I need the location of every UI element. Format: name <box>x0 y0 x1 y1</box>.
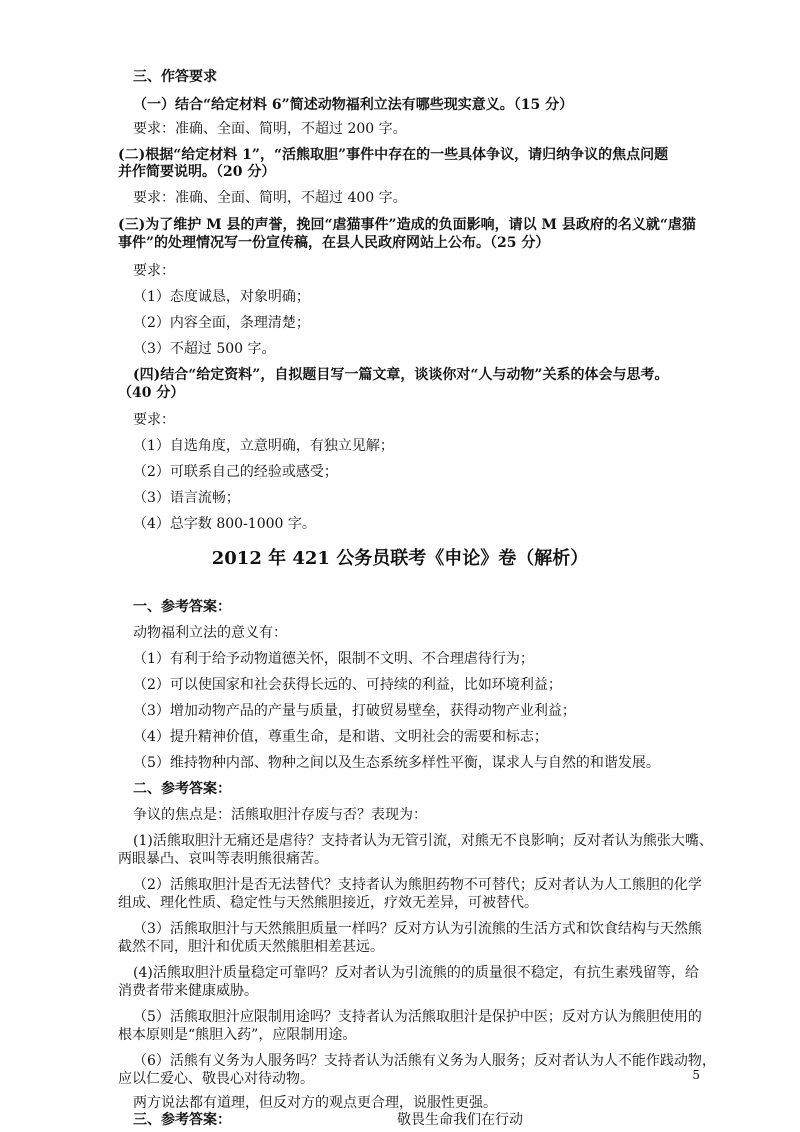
question-3-title-line-1: (三)为了维护 M 县的声誉，挽回“虐猫事件”造成的负面影响，请以 M 县政府的名义就“虐猫 <box>118 217 696 233</box>
question-4-title-line-2: （40 分） <box>118 385 185 401</box>
question-4-requirement-item: （3）语言流畅； <box>133 490 240 506</box>
question-3-requirement-item: （3）不超过 500 字。 <box>133 341 276 357</box>
answer-2-point-line-1: （2）活熊取胆汁是否无法替代？支持者认为熊胆药物不可替代；反对者认为人工熊胆的化学 <box>133 877 702 893</box>
question-2-requirement: 要求：准确、全面、简明，不超过 400 字。 <box>133 190 407 206</box>
question-3-requirement-item: （2）内容全面，条理清楚； <box>133 315 310 331</box>
question-2-title-line-2: 并作简要说明。（20 分） <box>118 164 276 180</box>
page-number: 5 <box>692 1068 700 1082</box>
question-3-requirement-item: （1）态度诚恳，对象明确； <box>133 289 310 305</box>
question-2-title-line-1: (二)根据“给定材料 1”，“活熊取胆”事件中存在的一些具体争议，请归纳争议的焦点问题 <box>118 147 669 163</box>
answer-2-point-line-2: 根本原则是“熊胆入药”，应限制用途。 <box>118 1027 357 1043</box>
question-4-requirement-item: （1）自选角度，立意明确，有独立见解； <box>133 438 394 454</box>
answer-2-heading: 二、参考答案： <box>133 781 231 797</box>
answer-2-point-line-1: (1)活熊取胆汁无痛还是虐待？支持者认为无管引流，对熊无不良影响；反对者认为熊张大嘴、 <box>133 833 713 849</box>
answer-2-point-line-1: （5）活熊取胆汁应限制用途吗？支持者认为活熊取胆汁是保护中医；反对方认为熊胆使用的 <box>133 1009 702 1025</box>
answer-2-point-line-2: 应以仁爱心、敬畏心对待动物。 <box>118 1071 314 1087</box>
analysis-title: 2012 年 421 公务员联考《申论》卷（解析） <box>211 548 589 569</box>
section-heading: 三、作答要求 <box>133 69 217 85</box>
question-4-requirement-item: （2）可联系自己的经验或感受； <box>133 464 338 480</box>
answer-2-point-line-2: 两眼暴凸、哀叫等表明熊很痛苦。 <box>118 851 328 867</box>
answer-2-point-line-2: 组成、理化性质、稳定性与天然熊胆接近，疗效无差异，可被替代。 <box>118 895 538 911</box>
answer-2-point-line-1: (4)活熊取胆汁质量稳定可靠吗？反对者认为引流熊的的质量很不稳定，有抗生素残留等，给 <box>133 965 699 981</box>
question-1-requirement: 要求：准确、全面、简明，不超过 200 字。 <box>133 121 407 137</box>
answer-1-item: （5）维持物种内部、物种之间以及生态系统多样性平衡，谋求人与自然的和谐发展。 <box>133 755 660 771</box>
answer-1-item: （2）可以使国家和社会获得长远的、可持续的利益，比如环境利益； <box>133 677 562 693</box>
answer-3-heading: 三、参考答案： <box>133 1112 231 1128</box>
answer-2-point-line-2: 消费者带来健康威胁。 <box>118 983 258 999</box>
answer-2-intro: 争议的焦点是：活熊取胆汁存废与否？表现为： <box>133 807 427 823</box>
question-4-requirement-item: （4）总字数 800-1000 字。 <box>133 516 316 532</box>
answer-1-item: （1）有利于给予动物道德关怀，限制不文明、不合理虐待行为； <box>133 651 534 667</box>
answer-2-conclusion: 两方说法都有道理，但反对方的观点更合理，说服性更强。 <box>133 1095 497 1111</box>
question-4-title-line-1: (四)结合“给定资料”，自拟题目写一篇文章，谈谈你对“人与动物”关系的体会与思考。 <box>133 367 669 383</box>
answer-1-heading: 一、参考答案： <box>133 599 231 615</box>
question-4-requirement-label: 要求： <box>133 412 175 428</box>
question-3-requirement-label: 要求： <box>133 263 175 279</box>
answer-1-intro: 动物福利立法的意义有： <box>133 625 287 641</box>
answer-2-point-line-1: （6）活熊有义务为人服务吗？支持者认为活熊有义务为人服务；反对者认为人不能作践动物， <box>133 1053 716 1069</box>
answer-1-item: （4）提升精神价值，尊重生命，是和谐、文明社会的需要和标志； <box>133 729 548 745</box>
essay-title: 敬畏生命我们在行动 <box>397 1112 523 1128</box>
question-3-title-line-2: 事件”的处理情况写一份宣传稿，在县人民政府网站上公布。（25 分） <box>118 235 550 251</box>
answer-2-point-line-1: （3）活熊取胆汁与天然熊胆质量一样吗？反对方认为引流熊的生活方式和饮食结构与天然熊 <box>133 921 702 937</box>
question-1-title: （一）结合“给定材料 6”简述动物福利立法有哪些现实意义。（15 分） <box>133 97 574 113</box>
answer-2-point-line-2: 截然不同，胆汁和优质天然熊胆相差甚远。 <box>118 939 384 955</box>
answer-1-item: （3）增加动物产品的产量与质量，打破贸易壁垒，获得动物产业利益； <box>133 703 576 719</box>
